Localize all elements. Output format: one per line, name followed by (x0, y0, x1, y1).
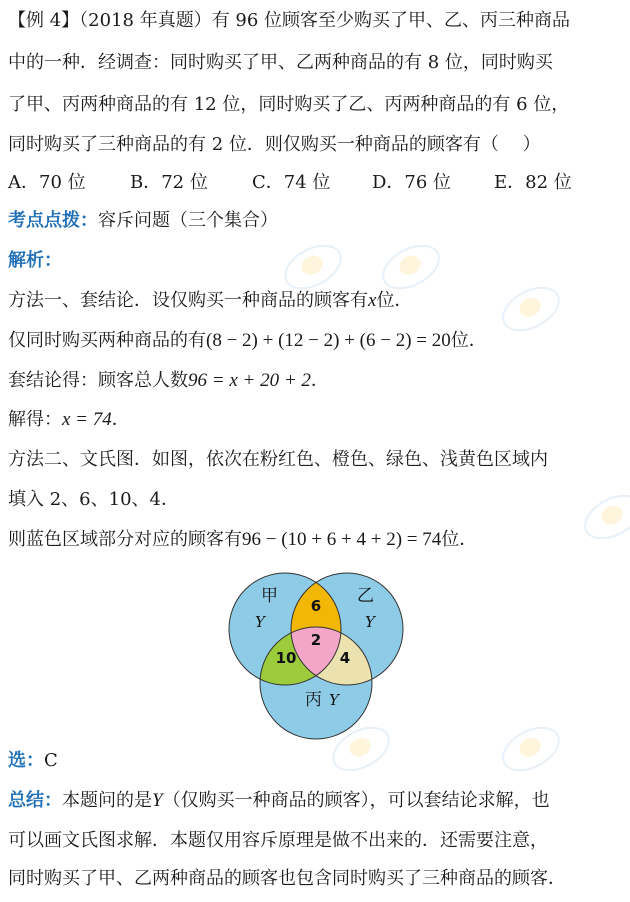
math-var: Y (152, 790, 163, 811)
method1-text: 套结论得：顾客总人数 (8, 370, 188, 391)
math-expression: 96 = x + 20 + 2 (188, 370, 311, 391)
math-var: x (368, 290, 377, 311)
summary-line: 同时购买了甲、乙两种商品的顾客也包含同时购买了三种商品的顾客． (8, 868, 566, 889)
option-a: A．70 位 (8, 172, 86, 193)
method1-text: 仅同时购买两种商品的有 (8, 330, 206, 351)
math-expression: 96 − (10 + 6 + 4 + 2) = 74 (242, 529, 442, 550)
summary-line (8, 788, 622, 813)
math-expression: x = 74 (62, 409, 112, 430)
venn-diagram (225, 565, 415, 745)
method1-line (8, 288, 622, 313)
value-ab: 6 (310, 597, 322, 615)
kaodian-text: 容斥问题（三个集合） (98, 210, 278, 231)
summary-label: 总结： (8, 790, 62, 811)
answer-label: 选： (8, 750, 44, 771)
method1-text: 解得： (8, 409, 62, 430)
method2-line (8, 527, 622, 552)
option-d: D．76 位 (372, 172, 452, 193)
summary-line: 可以画文氏图求解．本题仅用容斥原理是做不出来的．还需要注意， (8, 830, 548, 851)
label-y-b: Y (365, 613, 375, 631)
problem-line: 了甲、丙两种商品的有 12 位，同时购买了乙、丙两种商品的有 6 位， (8, 94, 570, 115)
method1-line (8, 328, 622, 353)
method2-line: 方法二、文氏图．如图，依次在粉红色、橙色、绿色、浅黄色区域内 (8, 449, 548, 470)
method1-text: 位． (450, 330, 487, 351)
problem-line: 同时购买了三种商品的有 2 位．则仅购买一种商品的顾客有（ ） (8, 134, 541, 155)
label-set-c: 丙 (305, 690, 322, 710)
summary-text: 本题问的是 (62, 790, 152, 811)
method1-text: 位． (376, 290, 413, 311)
method1-line (8, 368, 622, 393)
answer-value: C (44, 750, 58, 771)
method2-text: 则蓝色区域部分对应的顾客有 (8, 529, 242, 550)
option-b: B．72 位 (130, 172, 208, 193)
label-y-c: Y (329, 691, 339, 709)
label-set-b: 乙 (357, 586, 374, 606)
problem-line: 【例 4】（2018 年真题）有 96 位顾客至少购买了甲、乙、丙三种商品 (8, 10, 571, 31)
kaodian-line (8, 208, 622, 233)
value-ac: 10 (275, 649, 297, 667)
label-y-a: Y (255, 613, 265, 631)
method2-line: 填入 2、6、10、4． (8, 489, 179, 510)
method1-text: 方法一、套结论．设仅购买一种商品的顾客有 (8, 290, 368, 311)
math-expression: (8 − 2) + (12 − 2) + (6 − 2) = 20 (206, 330, 451, 351)
option-e: E．82 位 (494, 172, 572, 193)
method2-text: 位． (441, 529, 478, 550)
value-bc: 4 (339, 649, 351, 667)
method1-text: ． (111, 409, 130, 430)
answer-line (8, 748, 622, 773)
summary-text: （仅购买一种商品的顾客），可以套结论求解，也 (162, 790, 550, 811)
option-c: C．74 位 (252, 172, 331, 193)
label-set-a: 甲 (261, 586, 278, 606)
kaodian-label: 考点点拨： (8, 210, 98, 231)
problem-line: 中的一种．经调查：同时购买了甲、乙两种商品的有 8 位，同时购买 (8, 52, 553, 73)
method1-text: ． (310, 370, 329, 391)
jiexi-label: 解析： (8, 250, 62, 271)
options-row (8, 170, 622, 195)
value-center: 2 (310, 631, 322, 649)
method1-line (8, 407, 622, 432)
